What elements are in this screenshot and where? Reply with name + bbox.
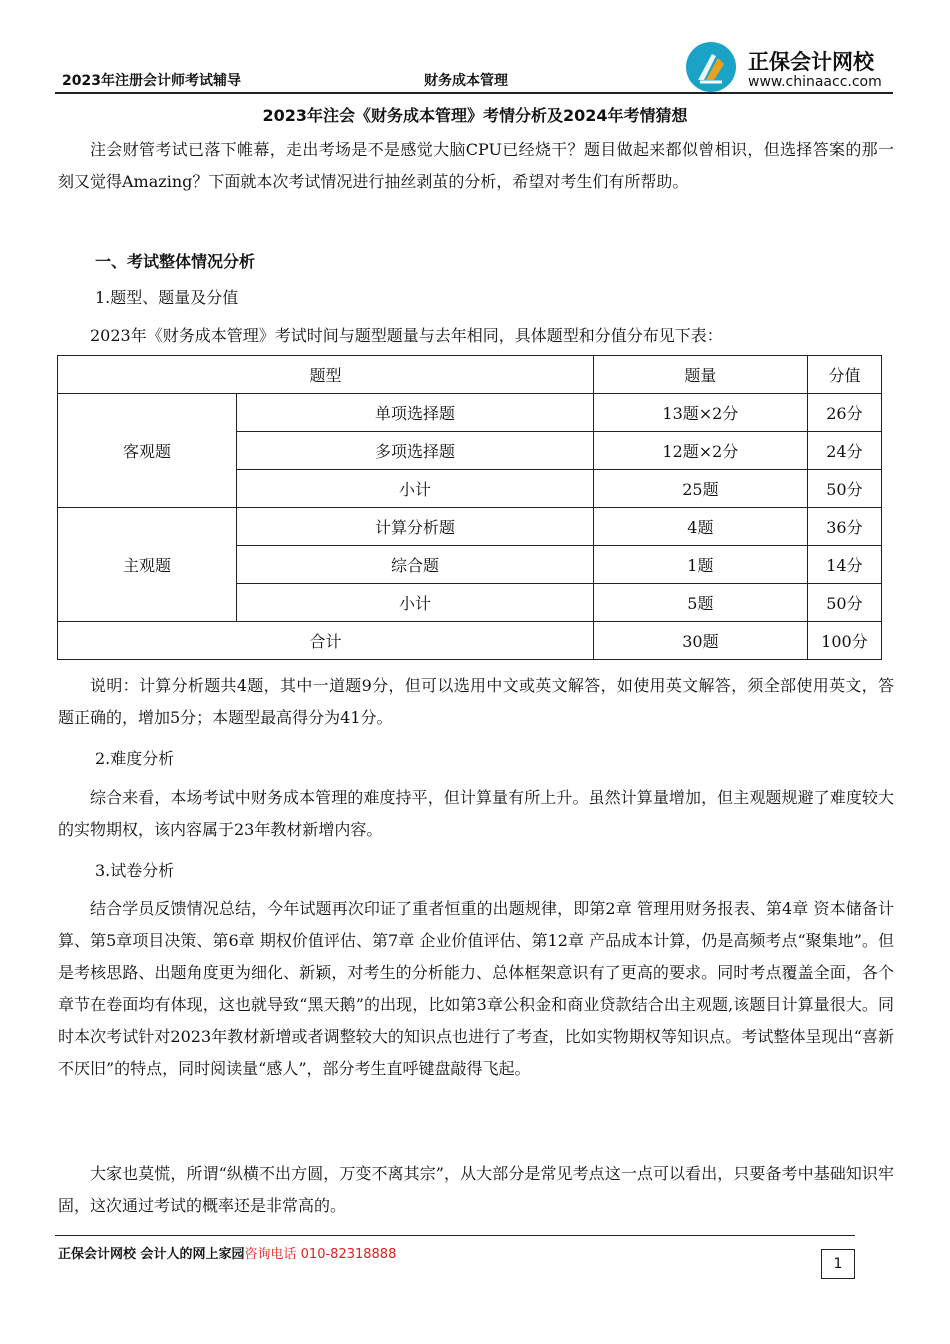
footer-text <box>58 1243 396 1262</box>
header-divider <box>55 92 893 94</box>
intro-paragraph: 注会财管考试已落下帷幕，走出考场是不是感觉大脑CPU已经烧干？题目做起来都似曾相识，但选择答案的那一刻又觉得Amazing？下面就本次考试情况进行抽丝剥茧的分析，希望对考生们有所帮助。 <box>58 140 894 191</box>
footer-divider <box>55 1235 855 1236</box>
table-header-cell: 题型 <box>58 356 594 394</box>
subsection-heading: 3.试卷分析 <box>95 861 175 880</box>
subsection-heading: 2.难度分析 <box>95 749 175 768</box>
subsection-heading: 1.题型、题量及分值 <box>95 288 239 307</box>
table-cell: 100分 <box>807 622 881 660</box>
table-total-row <box>58 622 882 660</box>
header-exam-name: 2023年注册会计师考试辅导 <box>62 73 241 89</box>
table-row <box>58 508 882 546</box>
table-cell: 1题 <box>593 546 807 584</box>
group-label-cell: 客观题 <box>58 394 237 508</box>
table-cell: 14分 <box>807 546 881 584</box>
brand-logo <box>686 40 886 96</box>
difficulty-paragraph: 综合来看，本场考试中财务成本管理的难度持平，但计算量有所上升。虽然计算量增加，但主观题规避了难度较大的实物期权，该内容属于23年教材新增内容。 <box>58 788 894 839</box>
header-subject: 财务成本管理 <box>424 73 508 89</box>
table-cell: 计算分析题 <box>237 508 594 546</box>
table-header-row <box>58 356 882 394</box>
footer-brand: 正保会计网校 会计人的网上家园 <box>58 1247 245 1262</box>
table-header-cell: 分值 <box>807 356 881 394</box>
table-row <box>58 394 882 432</box>
table-cell: 36分 <box>807 508 881 546</box>
section-heading: 一、考试整体情况分析 <box>95 252 256 271</box>
table-cell: 小计 <box>237 470 594 508</box>
paper-analysis-paragraph: 结合学员反馈情况总结，今年试题再次印证了重者恒重的出题规律，即第2章 管理用财务报表、第4章 资本储备计算、第5章项目决策、第6章 期权价值评估、第7章 企业价值评估、第12章 产品成本计算，仍是高频考点“聚集地”。但是考核思路、出题角度更为细化、新颖，对考生的分析能力、总体框架意识有了更高的要求。同时考点覆盖全面，各个章节在卷面均有体现，这也就导致“黑天鹅”的出现，比如第3章公积金和商业贷款结合出主观题,该题目计算量很大。同时本次考试针对2023年教材新增或者调整较大的知识点也进行了考查，比如实物期权等知识点。考试整体呈现出“喜新不厌旧”的特点，同时阅读量“感人”，部分考生直呼键盘敲得飞起。 <box>58 899 894 1078</box>
table-cell: 26分 <box>807 394 881 432</box>
document-title: 2023年注会《财务成本管理》考情分析及2024年考情猜想 <box>262 106 688 125</box>
page-number: 1 <box>821 1249 855 1279</box>
logo-url: www.chinaacc.com <box>748 74 882 90</box>
group-label-cell: 主观题 <box>58 508 237 622</box>
table-cell: 25题 <box>593 470 807 508</box>
score-table <box>57 355 882 660</box>
table-cell: 13题×2分 <box>593 394 807 432</box>
closing-paragraph: 大家也莫慌，所谓“纵横不出方圆，万变不离其宗”，从大部分是常见考点这一点可以看出，只要备考中基础知识牢固，这次通过考试的概率还是非常高的。 <box>58 1164 894 1215</box>
table-cell: 30题 <box>593 622 807 660</box>
logo-name: 正保会计网校 <box>748 50 874 74</box>
table-cell: 4题 <box>593 508 807 546</box>
footer-phone: 咨询电话 010-82318888 <box>244 1247 397 1262</box>
table-note-paragraph: 说明：计算分析题共4题，其中一道题9分，但可以选用中文或英文解答，如使用英文解答，须全部使用英文，答题正确的，增加5分；本题型最高得分为41分。 <box>58 676 894 727</box>
table-cell: 综合题 <box>237 546 594 584</box>
table-cell: 小计 <box>237 584 594 622</box>
table-cell: 多项选择题 <box>237 432 594 470</box>
table-cell: 单项选择题 <box>237 394 594 432</box>
table-cell: 12题×2分 <box>593 432 807 470</box>
table-cell: 50分 <box>807 470 881 508</box>
table-cell: 5题 <box>593 584 807 622</box>
table-intro-paragraph: 2023年《财务成本管理》考试时间与题型题量与去年相同，具体题型和分值分布见下表： <box>90 326 723 345</box>
chinaacc-logo-icon <box>686 42 736 92</box>
table-header-cell: 题量 <box>593 356 807 394</box>
table-cell: 合计 <box>58 622 594 660</box>
table-cell: 50分 <box>807 584 881 622</box>
table-cell: 24分 <box>807 432 881 470</box>
